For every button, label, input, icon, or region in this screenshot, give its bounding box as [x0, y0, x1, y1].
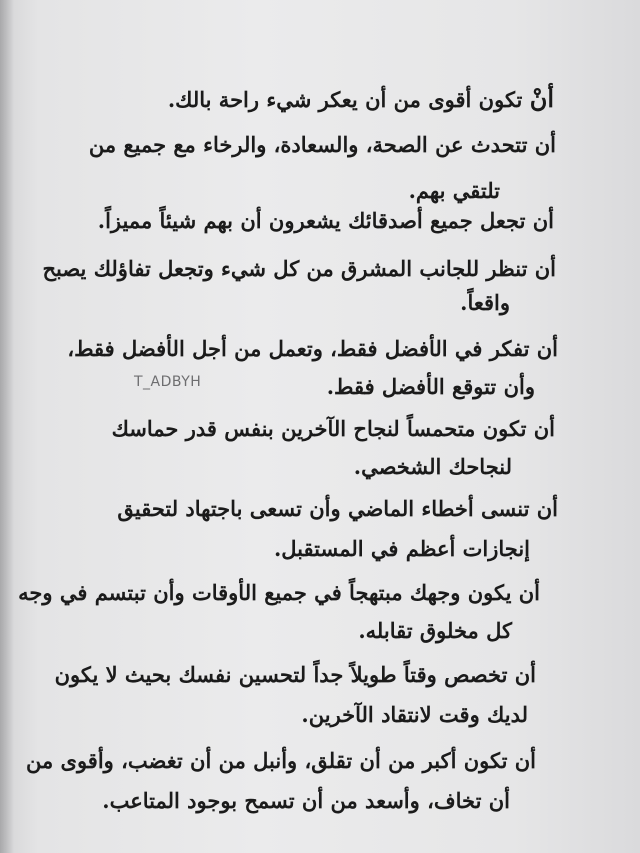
text-line: إنجازات أعظم في المستقبل.	[273, 536, 530, 561]
text-line: لنجاحك الشخصي.	[353, 454, 512, 479]
text-line: تلتقي بهم.	[408, 178, 500, 203]
text-line: كل مخلوق تقابله.	[358, 618, 512, 643]
text-line: أن تخاف، وأسعد من أن تسمح بوجود المتاعب.	[102, 788, 510, 813]
text-line: أن تتحدث عن الصحة، والسعادة، والرخاء مع جميع من	[88, 132, 556, 157]
text-line: أن تفكر في الأفضل فقط، وتعمل من أجل الأفضل فقط،	[67, 336, 558, 361]
text-line: أن تجعل جميع أصدقائك يشعرون أن بهم شيئاً مميزاً.	[97, 208, 554, 233]
watermark: T_ADBYH	[134, 374, 202, 390]
text-line: واقعاً.	[460, 290, 510, 315]
line-text: تكون أقوى من أن يعكر شيء راحة بالك.	[167, 87, 523, 112]
text-line	[168, 84, 554, 115]
text-line: وأن تتوقع الأفضل فقط.	[326, 374, 535, 399]
lead-word: أنْ	[529, 84, 554, 113]
text-line: لديك وقت لانتقاد الآخرين.	[301, 702, 528, 727]
page-edge-shadow	[0, 0, 14, 853]
text-line: أن تكون أكبر من أن تقلق، وأنبل من أن تغضب، وأقوى من	[25, 748, 536, 773]
text-line: أن يكون وجهك مبتهجاً في جميع الأوقات وأن تبتسم في وجه	[18, 580, 540, 605]
text-line: أن تنسى أخطاء الماضي وأن تسعى باجتهاد لتحقيق	[117, 496, 558, 521]
text-line: أن تكون متحمساً لنجاح الآخرين بنفس قدر حماسك	[111, 416, 555, 441]
text-line: أن تخصص وقتاً طويلاً جداً لتحسين نفسك بحيث لا يكون	[54, 662, 536, 687]
text-line: أن تنظر للجانب المشرق من كل شيء وتجعل تفاؤلك يصبح	[42, 256, 556, 281]
